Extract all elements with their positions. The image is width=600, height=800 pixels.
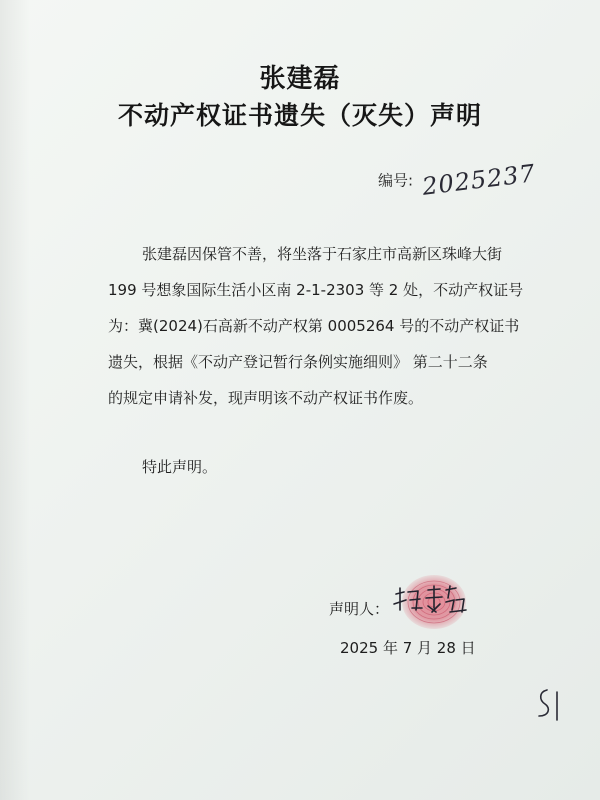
document-title-name: 张建磊	[259, 64, 341, 94]
statement-body	[108, 236, 528, 416]
declarant-label: 声明人：	[329, 600, 390, 618]
handwritten-signature	[390, 572, 470, 632]
statement-line: 199 号想象国际生活小区南 2-1-2303 等 2 处，不动产权证号	[108, 281, 524, 299]
document-title: 不动产权证书遗失（灭失）声明	[117, 101, 482, 130]
statement-line: 张建磊因保管不善，将坐落于石家庄市高新区珠峰大街	[142, 245, 503, 263]
document-number-value: 2025237	[420, 159, 538, 201]
document-number	[378, 159, 538, 201]
statement-line: 的规定申请补发，现声明该不动产权证书作废。	[108, 389, 424, 407]
signature-block	[390, 572, 470, 632]
statement-line: 为：冀(2024)石高新不动产权第 0005264 号的不动产权证书	[108, 317, 520, 335]
handwritten-margin-mark	[535, 686, 565, 722]
statement-date: 2025 年 7 月 28 日	[340, 639, 476, 657]
special-statement: 特此声明。	[142, 458, 218, 476]
statement-line: 遗失，根据《不动产登记暂行条例实施细则》 第二十二条	[108, 353, 488, 371]
page-shadow	[0, 0, 30, 800]
document-number-label: 编号:	[378, 171, 414, 190]
